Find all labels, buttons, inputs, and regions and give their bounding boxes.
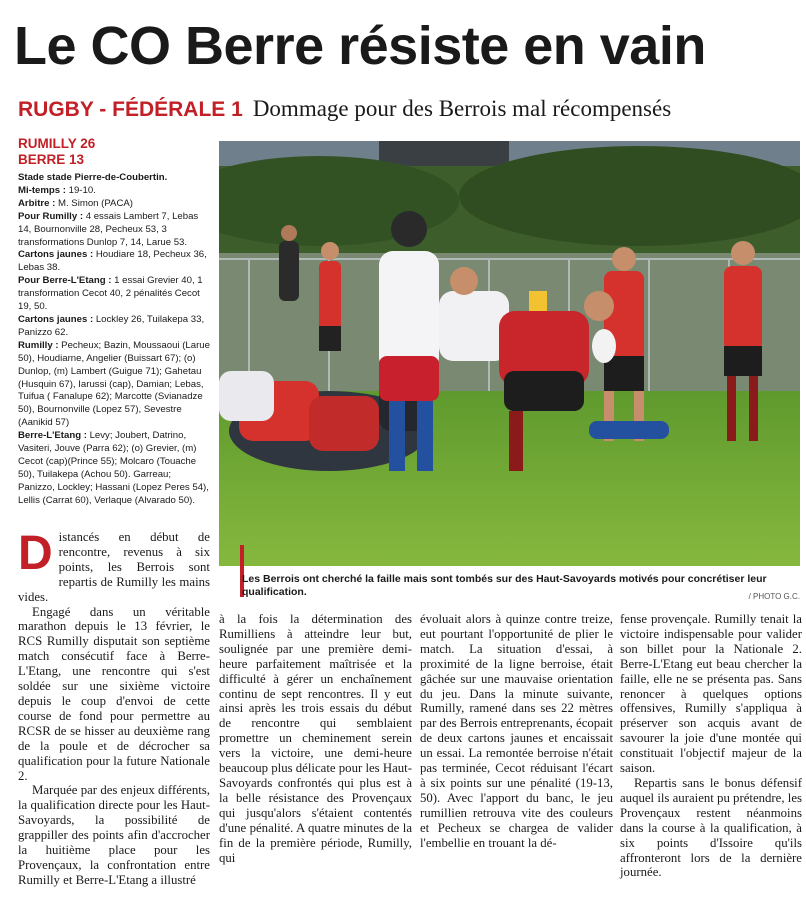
paragraph: Engagé dans un véritable marathon depuis le 13 février, le RCS Rumilly disputait son septième match consécutif face à Berre-L'Etang, une rencontre qui s'est soldée sur une sixième victoire depuis le coup d'envoi de cette course de fond pour permettre au RCSR de se hisser au deuxième rang de la poule et de décrocher sa qualification pour la future Nationale 2. (18, 604, 210, 783)
match-sheet (18, 136, 210, 508)
paragraph: évoluait alors à quinze contre treize, eut pourtant l'opportunité de plier le match. La situation d'essai, à proximité de la ligne berroise, était gâchée sur une mauvaise orientation du jeu. Dans la minute suivante, Rumilly, ramené dans ses 22 mètres par des Berrois entreprenants, écopait de deux cartons jaunes et encaissait un essai. La remontée berroise n'était pas terminée, Cecot réduisant l'écart à six points sur une pénalité (19-13, 50). Avec l'apport du banc, le jeu rumillien retrouva vite des couleurs et Pecheux se chargea de valider l'embellie en trouant la dé- (420, 612, 613, 850)
headline: Le CO Berre résiste en vain (14, 16, 706, 76)
scoring-rumilly: Pour Rumilly : 4 essais Lambert 7, Lebas 14, Bournonville 28, Pecheux 53, 3 transformations Dunlop 7, 14, Larue 53. (18, 210, 199, 248)
lead-paragraph: Distancés en début de rencontre, revenus à six points, les Berrois sont repartis de Rumilly les mains vides. (18, 527, 210, 604)
lineup-rumilly: Rumilly : Pecheux; Bazin, Moussaoui (Larue 50), Houdiarne, Angelier (Buissart 67); (o) Dunlop, (m) Lambert (Guigue 71); Gahetau (Husquin 67), Iarussi (cap), Damian; Lebas, Tuifua ( Fanalupe 62); Marcotte (Svianadze 50), Bournonville (Lopez 57), Sevestre (Aanikid 57) (18, 339, 210, 429)
yellow-cards-rumilly: Cartons jaunes : Houdiare 18, Pecheux 36, Lebas 38. (18, 249, 207, 274)
subtitle: Dommage pour des Berrois mal récompensés (252, 96, 672, 121)
lineup-berre: Berre-L'Etang : Levy; Joubert, Datrino, Vasiteri, Jouve (Parra 62); (o) Grevier, (m) Cecot (cap)(Prince 55); Molcaro (Touache 50), Tuilakepa (Achou 50). Garreau; Panizzo, Lockley; Hassani (Lopez Peres 54), Lellis (Carrat 60), Verlaque (Alvarado 50). (18, 430, 209, 506)
article-column-2 (219, 612, 412, 865)
scoring-berre: Pour Berre-L'Etang : 1 essai Grevier 40, 1 transformation Cecot 40, 2 pénalités Cecot 19, 50. (18, 275, 203, 313)
article-column-3 (420, 612, 613, 851)
paragraph: Marquée par des enjeux différents, la qualification directe pour les Haut-Savoyards, la possibilité de grappiller des points afin d'accrocher la huitième place pour les Provençaux, la confrontation entre Rumilly et Berre-L'Etang a illustré (18, 783, 210, 887)
yellow-cards-berre: Cartons jaunes : Lockley 26, Tuilakepa 33, Panizzo 62. (18, 313, 205, 338)
paragraph: fense provençale. Rumilly tenait la victoire indispensable pour valider son billet pour la Nationale 2. Berre-L'Etang eut beau chercher la faille, elle ne se présenta pas. Sans renoncer à quelques options offensives, Rumilly s'appliqua à préserver son acquis avant de savourer la joie d'une montée qui constituait l'objectif majeur de la saison. (620, 612, 802, 776)
article-column-1 (18, 527, 210, 888)
half-time: Mi-temps : 19-10. (18, 184, 96, 196)
paragraph: Repartis sans le bonus défensif auquel ils auraient pu prétendre, les Provençaux restent néanmoins dans la course à la qualification, à six points d'Issoire qu'ils affronteront lors de la dernière journée. (620, 775, 802, 880)
stadium: Stade stade Pierre-de-Coubertin. (18, 172, 168, 183)
photo-credit: / PHOTO G.C. (748, 592, 800, 601)
photo-caption: Les Berrois ont cherché la faille mais sont tombés sur des Haut-Savoyards motivés pour concrétiser leur qualification. (242, 573, 767, 598)
section-label: RUGBY - FÉDÉRALE 1 (18, 98, 243, 121)
article-column-4 (620, 612, 802, 880)
score-home: RUMILLY 26 (18, 136, 96, 151)
kicker (18, 96, 798, 122)
drop-cap: D (18, 527, 53, 580)
paragraph: à la fois la détermination des Rumilliens à atteindre leur but, soulignée par une première demi-heure parfaitement maîtrisée et la difficulté à gérer un enchaînement continu de sept rencontres. Il y eut ainsi après les trois essais du début de rencontre qui semblaient promettre un cheminement serein vers la victoire, une demi-heure beaucoup plus délicate pour les Haut-Savoyards confrontés qui plus est à la belle résistance des Provençaux qui jusqu'alors s'étaient contentés d'une pénalité. A quatre minutes de la fin de la première période, Rumilly, qui (219, 612, 412, 865)
score-away: BERRE 13 (18, 152, 85, 167)
referee: Arbitre : M. Simon (PACA) (18, 197, 133, 209)
match-photo (219, 141, 800, 566)
